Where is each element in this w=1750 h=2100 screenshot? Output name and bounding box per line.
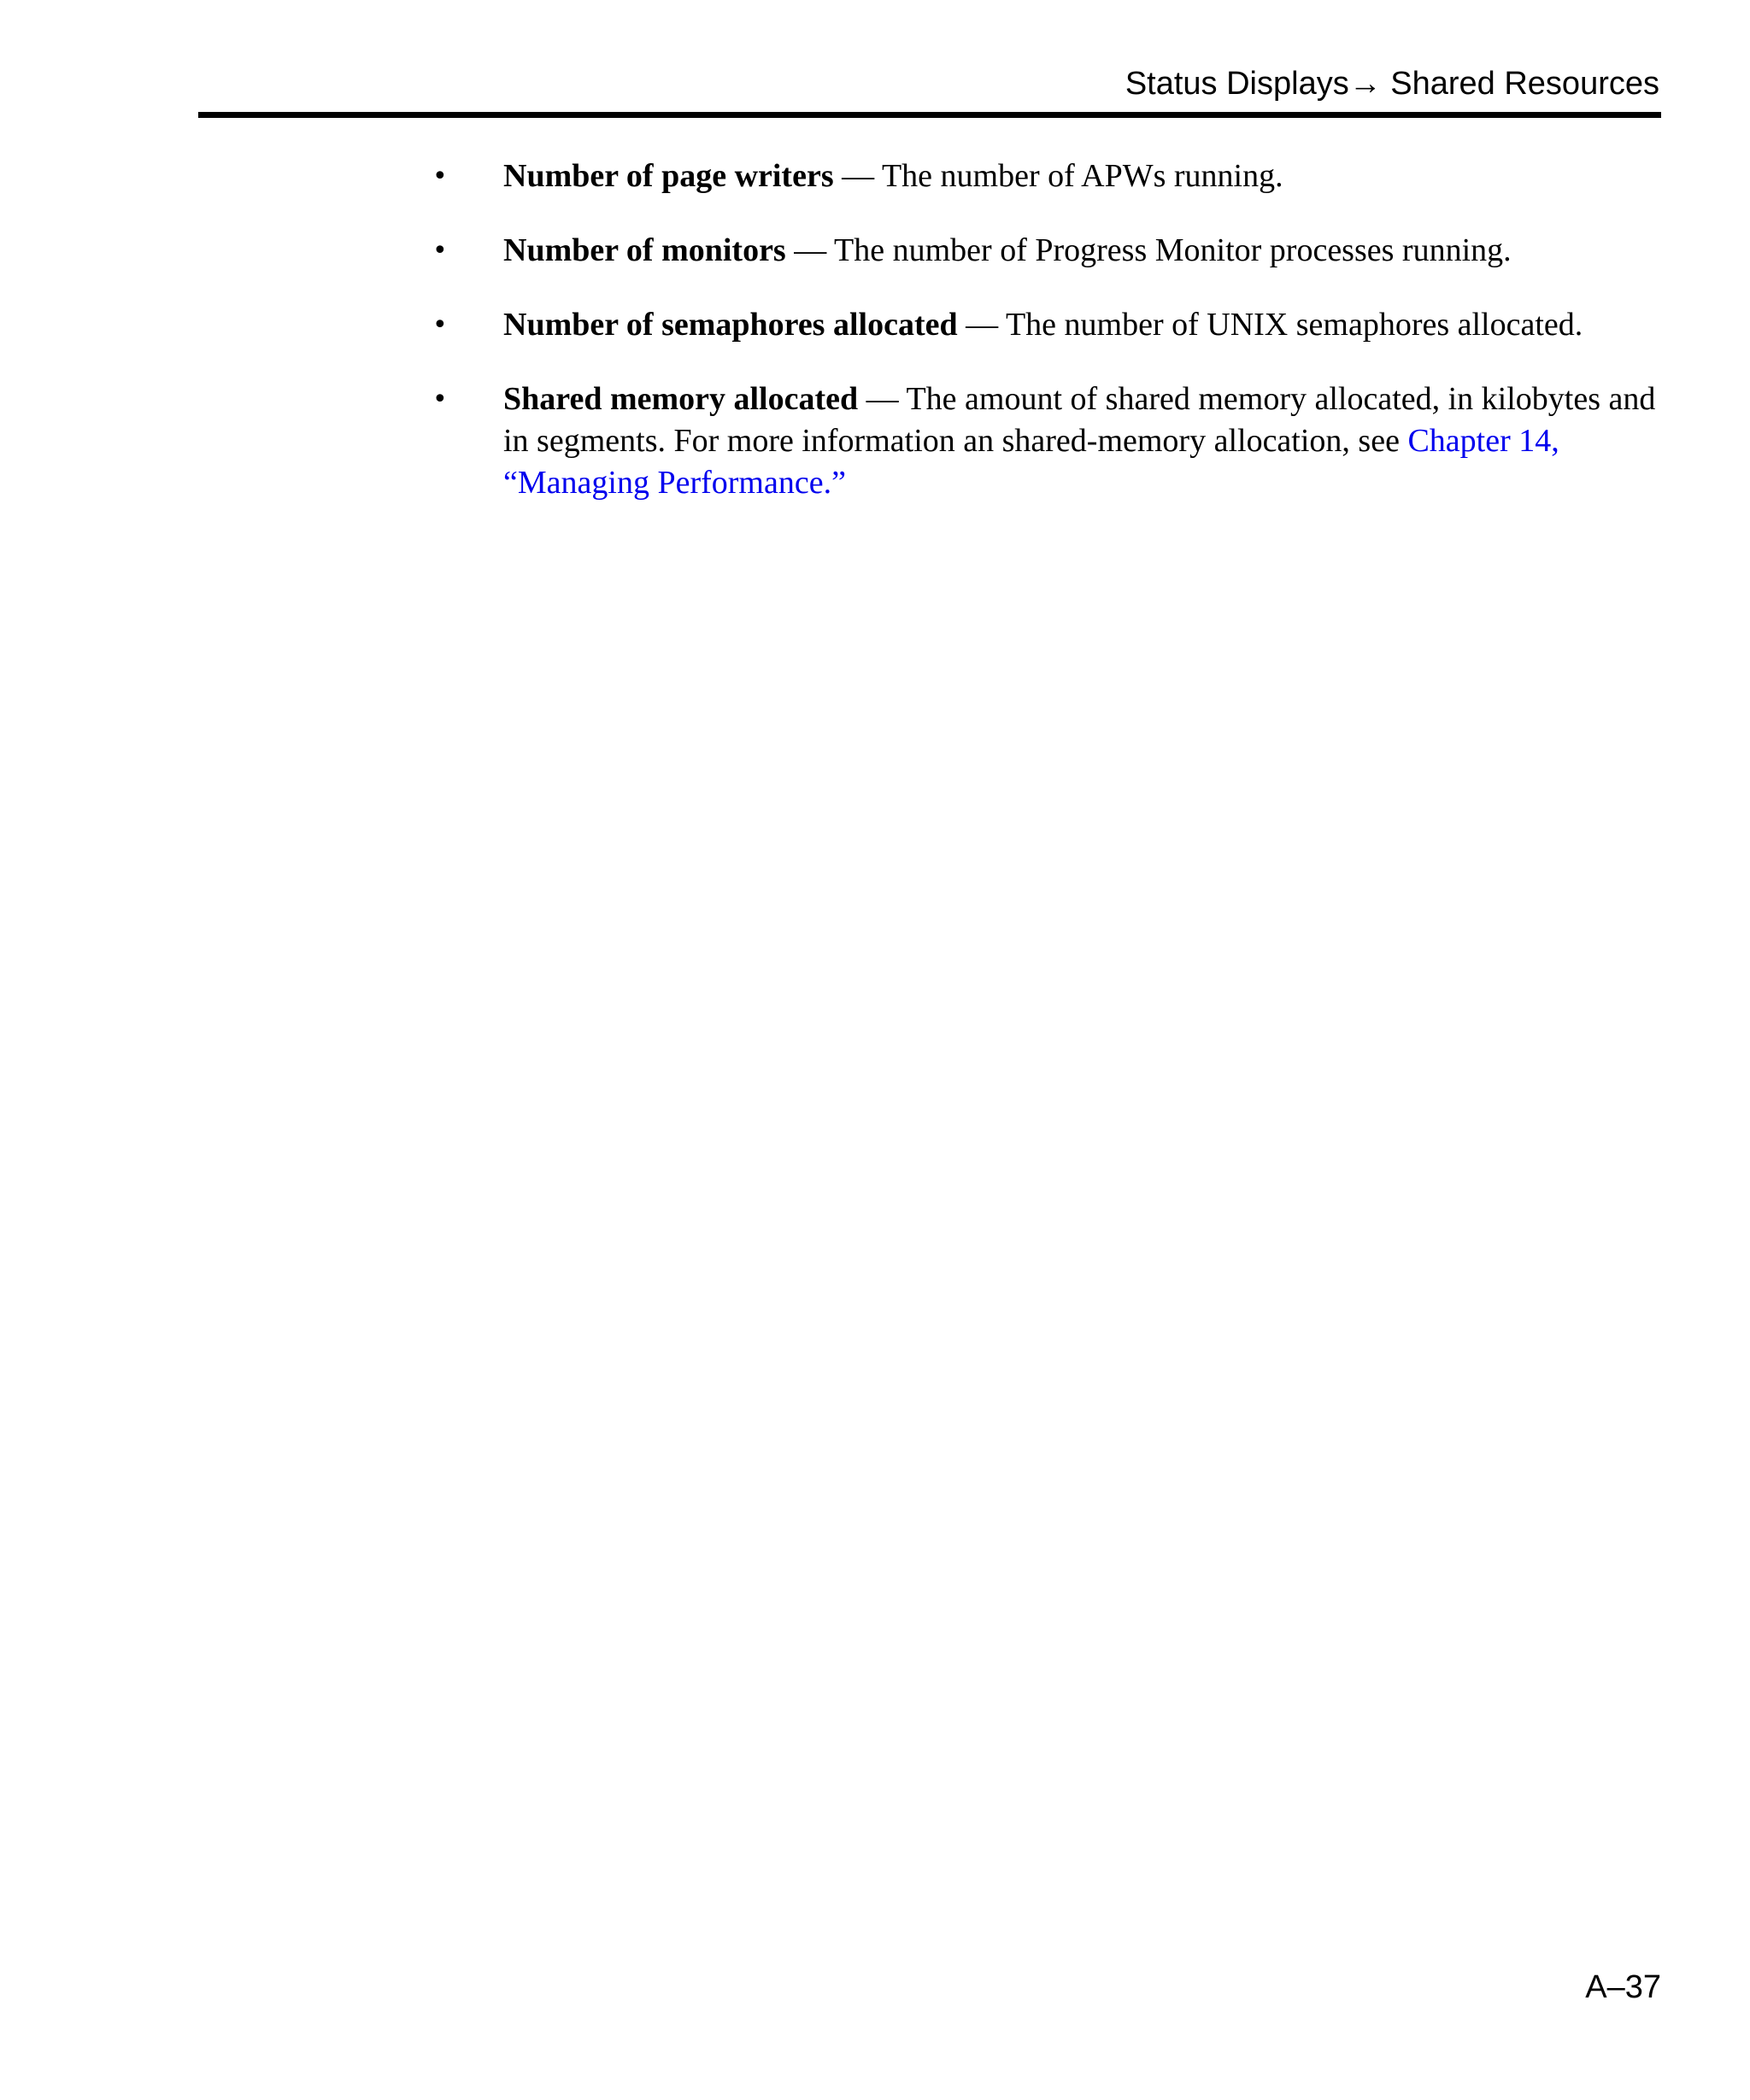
item-description: The number of Progress Monitor processes running. [834,232,1512,268]
running-header-title: Status Displays→ Shared Resources [1125,66,1659,102]
item-separator: — [858,381,907,417]
page-number: A–37 [1585,1969,1661,2005]
item-description: The number of APWs running. [881,158,1283,194]
running-header [198,53,1661,118]
item-description: The amount of shared memory allocated, in kilobytes and in segments. For more information an shared-memory allocation, see [503,381,1656,459]
list-item [427,378,1666,504]
item-term: Number of monitors [503,232,786,268]
list-item [427,230,1666,272]
bullet-icon: • [432,310,448,340]
item-description: The number of UNIX semaphores allocated. [1005,307,1583,343]
bullet-icon: • [432,236,448,266]
list-item [427,304,1666,346]
item-separator: — [785,232,835,268]
bullet-list [427,155,1666,537]
item-separator: — [957,307,1006,343]
item-separator: — [833,158,882,194]
item-term: Shared memory allocated [503,381,859,417]
item-term: Number of page writers [503,158,834,194]
list-item [427,155,1666,197]
item-term: Number of semaphores allocated [503,307,958,343]
bullet-icon: • [432,384,448,414]
chapter-14-link[interactable]: Chapter 14, “Managing Performance.” [503,423,1559,501]
bullet-icon: • [432,161,448,191]
